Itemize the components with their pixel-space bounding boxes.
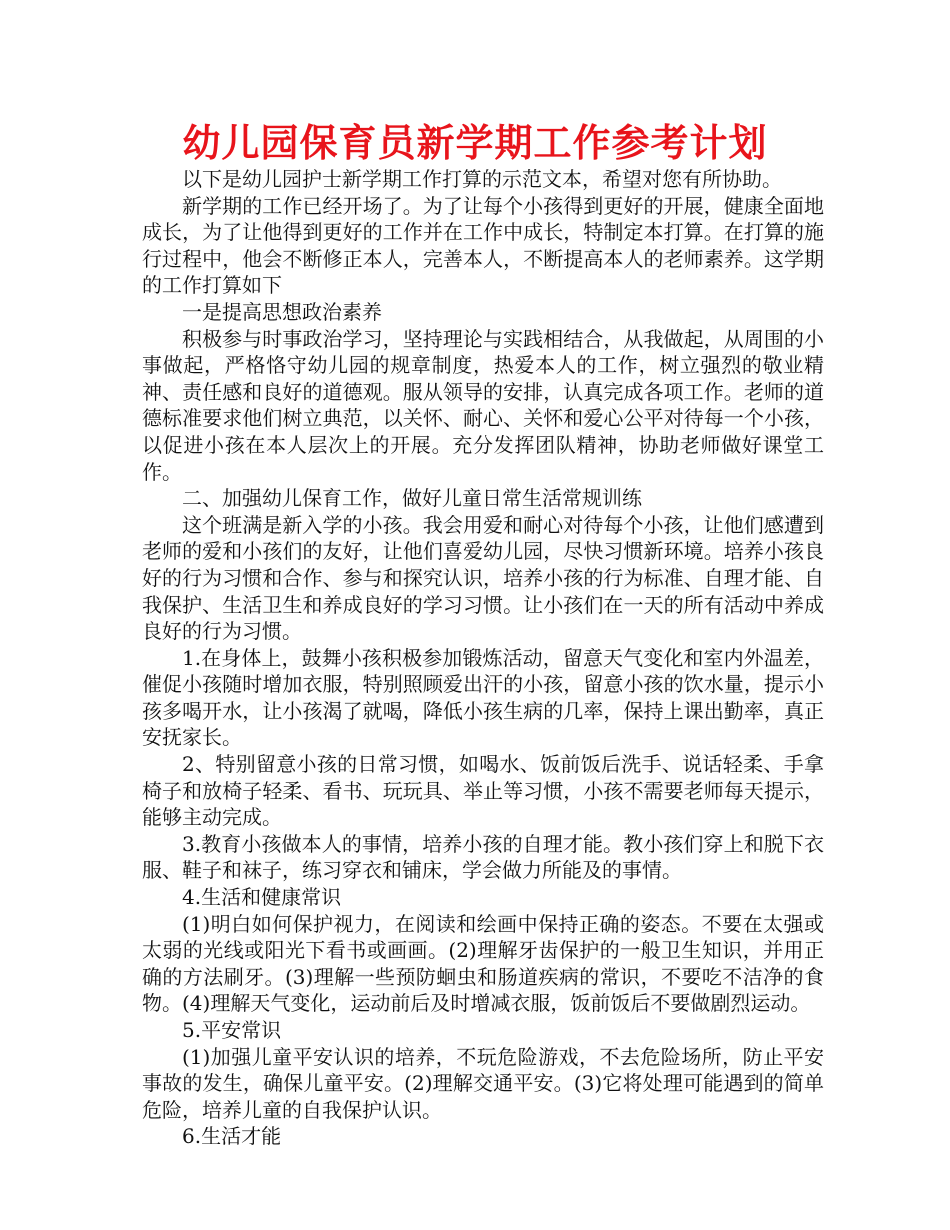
document-title: 幼儿园保育员新学期工作参考计划 — [182, 121, 768, 165]
paragraph-safety: (1)加强儿童平安认识的培养，不玩危险游戏，不去危险场所，防止平安事故的发生，确保儿童平安。(2)理解交通平安。(3)它将处理可能遇到的简单危险，培养儿童的自我保护认识。 — [142, 1044, 824, 1122]
paragraph-item-1: 1.在身体上，鼓舞小孩积极参加锻炼活动，留意天气变化和室内外温差，催促小孩随时增加衣服，特别照顾爱出汗的小孩，留意小孩的饮水量，提示小孩多喝开水，让小孩渴了就喝，降低小孩生病的几率，保持上课出勤率，真正安抚家长。 — [142, 645, 824, 750]
section-heading-1: 一是提高思想政治素养 — [182, 299, 382, 324]
paragraph-political: 积极参与时事政治学习，坚持理论与实践相结合，从我做起，从周围的小事做起，严格恪守幼儿园的规章制度，热爱本人的工作，树立强烈的敬业精神、责任感和良好的道德观。服从领导的安排，认真完成各项工作。老师的道德标准要求他们树立典范，以关怀、耐心、关怀和爱心公平对待每一个小孩，以促进小孩在本人层次上的开展。充分发挥团队精神，协助老师做好课堂工作。 — [142, 326, 824, 484]
subheading-health: 4.生活和健康常识 — [182, 885, 342, 910]
paragraph-item-3: 3.教育小孩做本人的事情，培养小孩的自理才能。教小孩们穿上和脱下衣服、鞋子和袜子，练习穿衣和铺床，学会做力所能及的事情。 — [142, 831, 824, 883]
paragraph-new-class: 这个班满是新入学的小孩。我会用爱和耐心对待每个小孩，让他们感遭到老师的爱和小孩们的友好，让他们喜爱幼儿园，尽快习惯新环境。培养小孩良好的行为习惯和合作、参与和探究认识，培养小孩的行为标准、自理才能、自我保护、生活卫生和养成良好的学习习惯。让小孩们在一天的所有活动中养成良好的行为习惯。 — [142, 512, 824, 644]
subheading-life-skills: 6.生活才能 — [182, 1124, 282, 1149]
document-body — [142, 166, 824, 1150]
paragraph-intro: 以下是幼儿园护士新学期工作打算的示范文本，希望对您有所协助。 — [182, 167, 782, 191]
subheading-safety: 5.平安常识 — [182, 1018, 282, 1042]
paragraph-health: (1)明白如何保护视力，在阅读和绘画中保持正确的姿态。不要在太强或太弱的光线或阳光下看书或画画。(2)理解牙齿保护的一般卫生知识，并用正确的方法刷牙。(3)理解一些预防蛔虫和肠道疾病的常识，不要吃不洁净的食物。(4)理解天气变化，运动前后及时增减衣服，饭前饭后不要做剧烈运动。 — [142, 911, 824, 1016]
paragraph-item-2: 2、特别留意小孩的日常习惯，如喝水、饭前饭后洗手、说话轻柔、手拿椅子和放椅子轻柔、看书、玩玩具、举止等习惯，小孩不需要老师每天提示，能够主动完成。 — [142, 752, 824, 830]
section-heading-2: 二、加强幼儿保育工作，做好儿童日常生活常规训练 — [182, 486, 642, 511]
paragraph-overview: 新学期的工作已经开场了。为了让每个小孩得到更好的开展，健康全面地成长，为了让他得到更好的工作并在工作中成长，特制定本打算。在打算的施行过程中，他会不断修正本人，完善本人，不断提高本人的老师素养。这学期的工作打算如下 — [142, 193, 824, 298]
